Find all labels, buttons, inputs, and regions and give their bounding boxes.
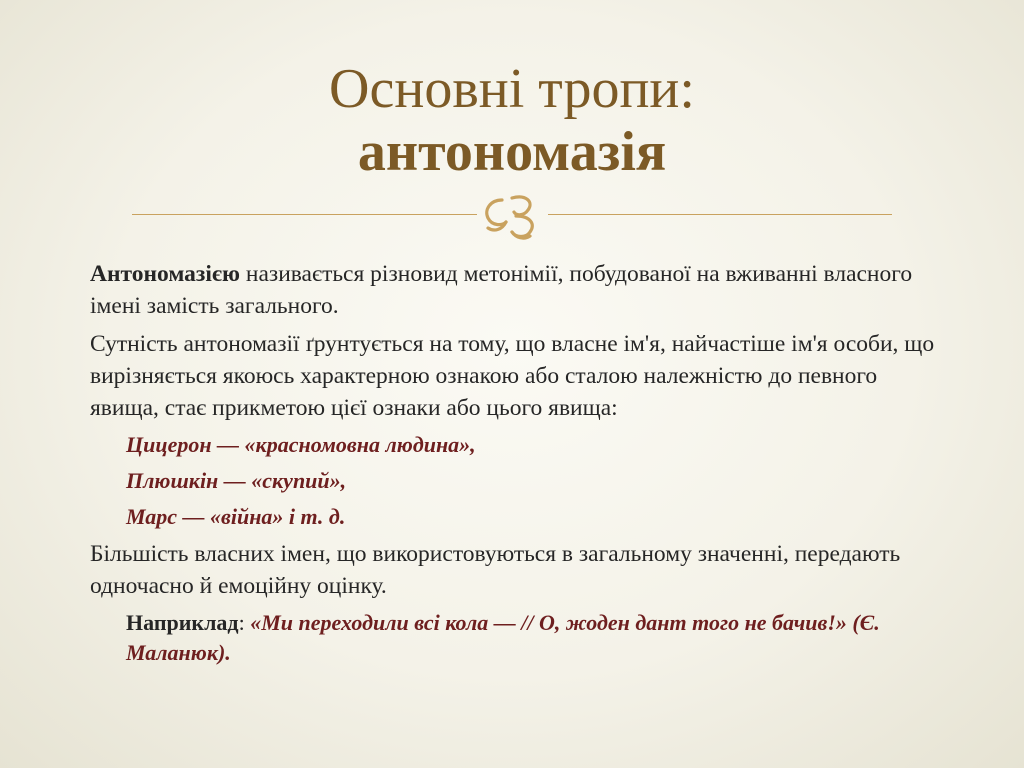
example-item: Плюшкін — «скупий», xyxy=(126,468,347,493)
fleuron-ornament-icon xyxy=(472,186,552,246)
slide-body xyxy=(90,258,940,668)
slide-title xyxy=(0,58,1024,183)
example-colon: : xyxy=(238,610,251,635)
quote-example xyxy=(126,608,940,668)
title-line-2: антономазія xyxy=(357,120,667,183)
definition-paragraph xyxy=(90,258,940,322)
defined-term: Антономазією xyxy=(90,261,241,287)
emotion-paragraph: Більшість власних імен, що використовуються в загальному значенні, передають одночасно й емоційну оцінку. xyxy=(90,541,901,599)
example-item: Цицерон — «красномовна людина», xyxy=(126,432,476,457)
divider-left xyxy=(132,214,477,215)
example-quote: «Ми переходили всі кола — // О, жоден дант того не бачив!» (Є. Маланюк). xyxy=(126,610,880,665)
example-label: Наприклад xyxy=(126,610,239,635)
essence-paragraph: Сутність антономазії ґрунтується на тому, що власне ім'я, найчастіше ім'я особи, що вирізняється якоюсь характерною ознакою або сталою належністю до певного явища, стає прикметою цієї ознаки або цього явища: xyxy=(90,331,935,421)
example-item: Марс — «війна» і т. д. xyxy=(126,504,346,529)
title-line-1: Основні тропи: xyxy=(329,58,695,120)
definition-text: називається різновид метонімії, побудованої на вживанні власного імені замість загального. xyxy=(90,261,913,319)
divider-right xyxy=(548,214,892,215)
